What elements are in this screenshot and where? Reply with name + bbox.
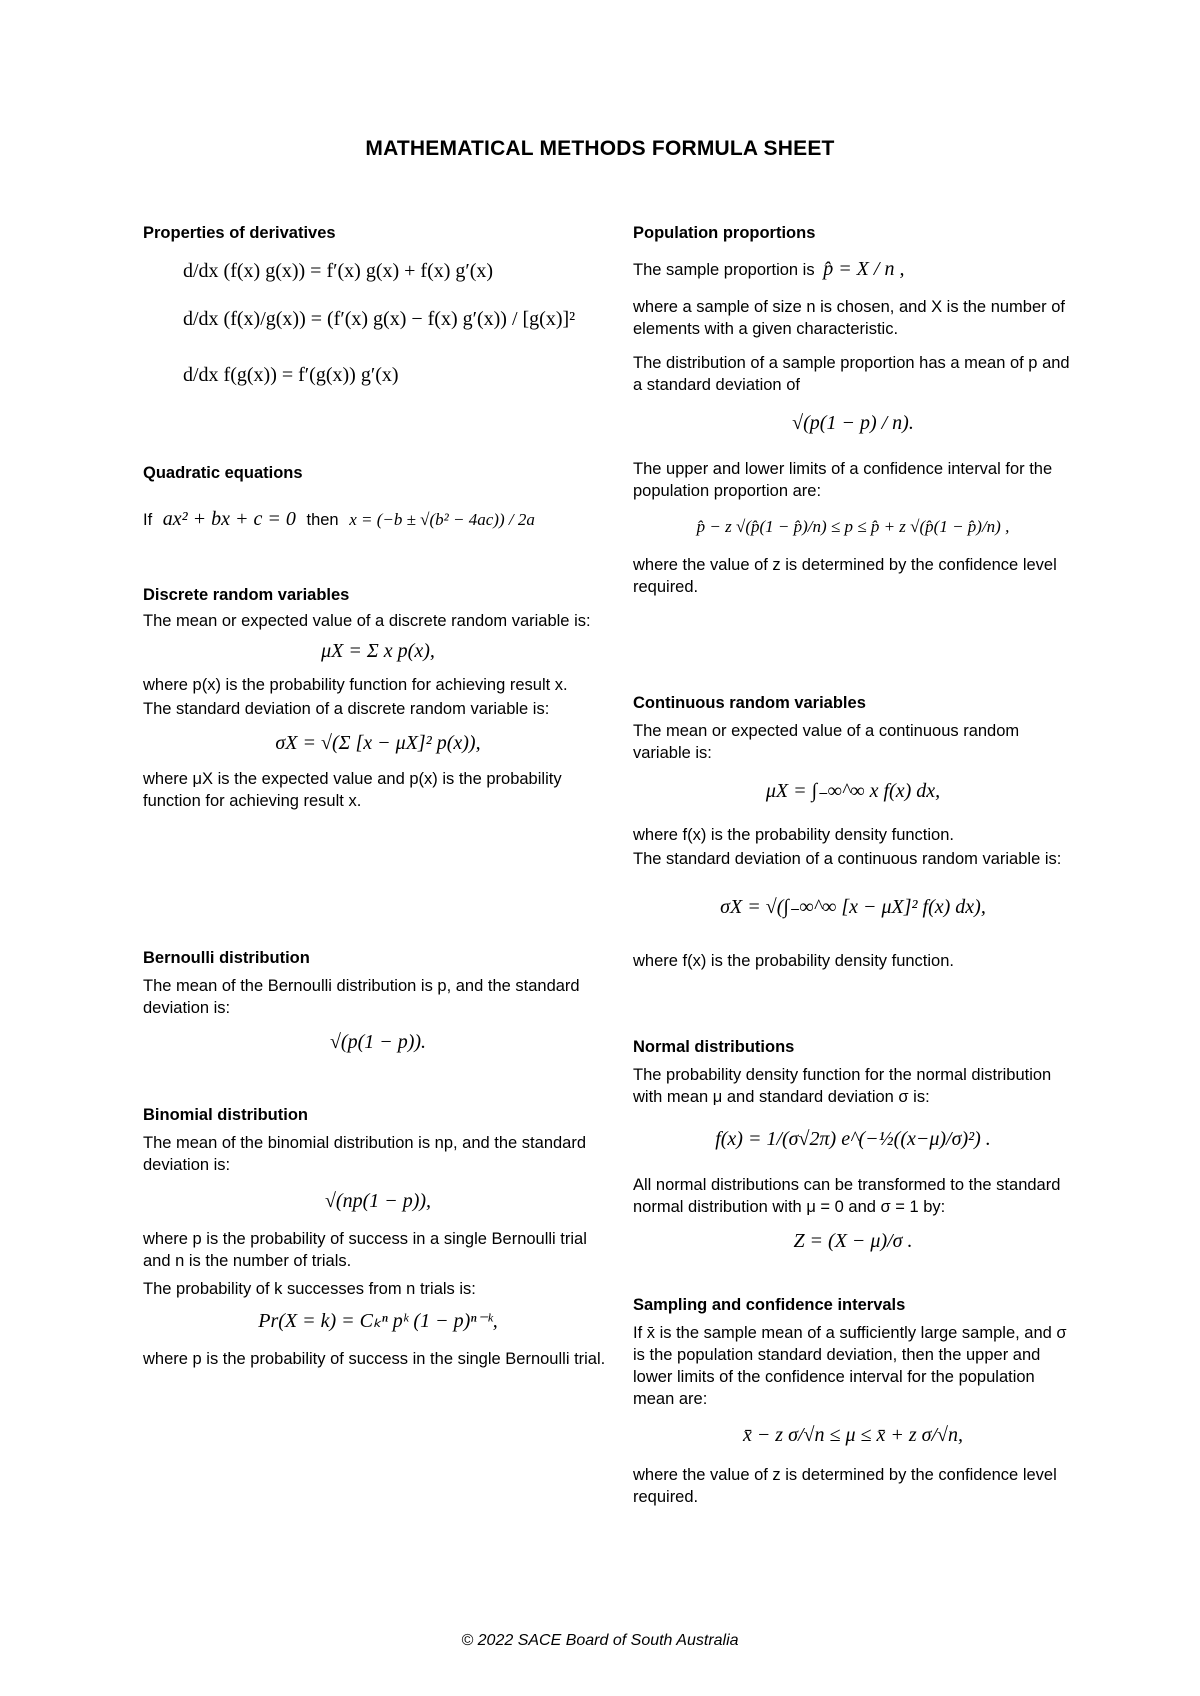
left-column (143, 222, 613, 1378)
binomial-where-text: where p is the probability of success in a single Bernoulli trial and n is the number of trials. (143, 1230, 587, 1270)
bernoulli-text: The mean of the Bernoulli distribution is p, and the standard deviation is: (143, 977, 580, 1017)
bernoulli-formula: √(p(1 − p)). (329, 1031, 427, 1053)
sampling-z-text: where the value of z is determined by the confidence level required. (633, 1466, 1057, 1506)
discrete-sd-text: The standard deviation of a discrete random variable is: (143, 700, 550, 718)
discrete-mean-text: The mean or expected value of a discrete random variable is: (143, 612, 591, 630)
proportions-section (633, 222, 1073, 692)
continuous-heading: Continuous random variables (633, 694, 866, 712)
derivatives-heading: Properties of derivatives (143, 224, 336, 242)
proportions-ci-text: The upper and lower limits of a confidence interval for the population proportion are: (633, 460, 1053, 500)
binomial-sd-formula: √(np(1 − p)), (324, 1190, 432, 1212)
binomial-prob-text: The probability of k successes from n trials is: (143, 1280, 476, 1298)
sampling-heading: Sampling and confidence intervals (633, 1296, 906, 1314)
binomial-prob-formula: Pr(X = k) = Cₖⁿ pᵏ (1 − p)ⁿ⁻ᵏ, (258, 1310, 498, 1332)
continuous-where-text: where f(x) is the probability density function. (633, 826, 954, 844)
sampling-ci-formula: x̄ − z σ/√n ≤ μ ≤ x̄ + z σ/√n, (742, 1424, 964, 1446)
proportions-heading: Population proportions (633, 224, 816, 242)
binomial-where2-text: where p is the probability of success in the single Bernoulli trial. (143, 1350, 606, 1368)
quadratic-section (143, 462, 613, 584)
chain-rule-formula: d/dx f(g(x)) = f′(g(x)) g′(x) (183, 364, 399, 386)
binomial-section (143, 1104, 613, 1370)
quadratic-then: then (306, 511, 339, 529)
proportions-dist-text: The distribution of a sample proportion has a mean of p and a standard deviation of (633, 354, 1070, 394)
quadratic-heading: Quadratic equations (143, 464, 303, 482)
continuous-section (633, 692, 1073, 1022)
discrete-heading: Discrete random variables (143, 586, 350, 604)
proportions-sample-text: The sample proportion is (633, 261, 815, 279)
derivatives-section (143, 222, 613, 462)
continuous-where2-text: where f(x) is the probability density function. (633, 952, 954, 970)
discrete-sd-formula: σX = √(Σ [x − μX]² p(x)), (275, 732, 481, 754)
continuous-mean-formula: μX = ∫₋∞^∞ x f(x) dx, (765, 780, 941, 802)
sampling-text: If x̄ is the sample mean of a sufficiently large sample, and σ is the population standard deviation, then the upper and lower limits of the confidence interval for the population mean are: (633, 1324, 1067, 1408)
continuous-sd-text: The standard deviation of a continuous random variable is: (633, 850, 1062, 868)
normal-transform-text: All normal distributions can be transformed to the standard normal distribution with μ = 0 and σ = 1 by: (633, 1176, 1061, 1216)
right-column (633, 222, 1073, 1516)
bernoulli-section (143, 947, 613, 1104)
discrete-section (143, 584, 613, 947)
normal-section (633, 1036, 1073, 1294)
quadratic-if: If (143, 511, 153, 529)
continuous-sd-formula: σX = √(∫₋∞^∞ [x − μX]² f(x) dx), (720, 896, 986, 918)
page-title: MATHEMATICAL METHODS FORMULA SHEET (365, 137, 835, 160)
quadratic-solution: x = (−b ± √(b² − 4ac)) / 2a (349, 510, 535, 529)
proportions-z-text: where the value of z is determined by the confidence level required. (633, 556, 1057, 596)
bernoulli-heading: Bernoulli distribution (143, 949, 310, 967)
normal-pdf-formula: f(x) = 1/(σ√2π) e^(−½((x−μ)/σ)²) . (715, 1128, 991, 1150)
normal-z-formula: Z = (X − μ)/σ . (793, 1230, 913, 1252)
proportions-sample-formula: p̂ = X / n , (823, 258, 905, 280)
normal-heading: Normal distributions (633, 1038, 795, 1056)
product-rule-formula: d/dx (f(x) g(x)) = f′(x) g(x) + f(x) g′(x) (183, 260, 494, 282)
sampling-section (633, 1294, 1073, 1508)
normal-pdf-text: The probability density function for the normal distribution with mean μ and standard deviation σ is: (633, 1066, 1052, 1106)
copyright-footer: © 2022 SACE Board of South Australia (461, 1632, 739, 1649)
discrete-where2-text: where μX is the expected value and p(x) is the probability function for achieving result x. (143, 770, 562, 810)
discrete-mean-formula: μX = Σ x p(x), (321, 640, 435, 662)
binomial-heading: Binomial distribution (143, 1106, 308, 1124)
proportions-where-text: where a sample of size n is chosen, and X is the number of elements with a given characteristic. (633, 298, 1065, 338)
quotient-rule-formula: d/dx (f(x)/g(x)) = (f′(x) g(x) − f(x) g′(x)) / [g(x)]² (183, 308, 576, 330)
discrete-where-text: where p(x) is the probability function for achieving result x. (143, 676, 568, 694)
quadratic-equation: ax² + bx + c = 0 (162, 508, 296, 530)
proportions-sd-formula: √(p(1 − p) / n). (792, 412, 914, 434)
proportions-ci-formula: p̂ − z √(p̂(1 − p̂)/n) ≤ p ≤ p̂ + z √(p̂(1 − p̂)/n) , (696, 517, 1010, 536)
continuous-mean-text: The mean or expected value of a continuous random variable is: (633, 722, 1020, 762)
binomial-text: The mean of the binomial distribution is np, and the standard deviation is: (143, 1134, 587, 1174)
